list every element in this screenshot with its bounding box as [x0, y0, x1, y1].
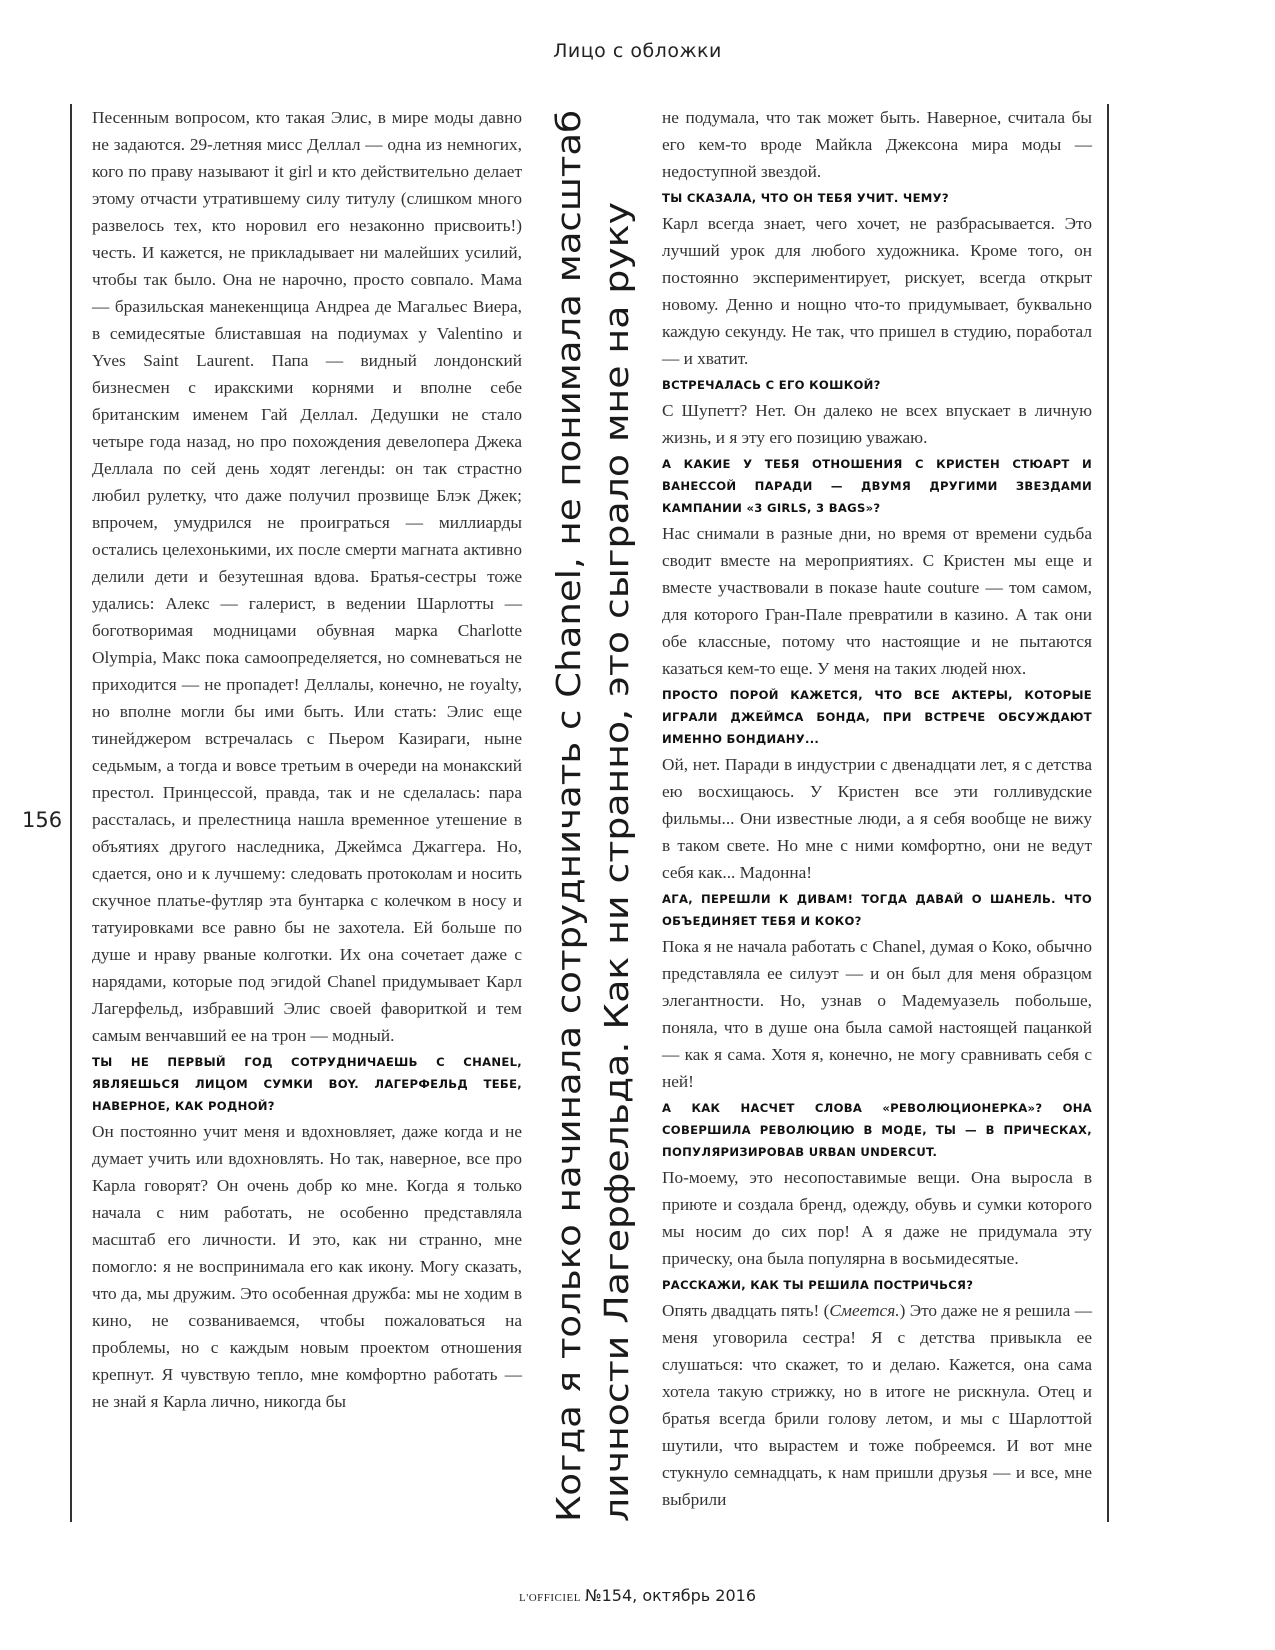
answer-8: [662, 1297, 1092, 1513]
question-8: РАССКАЖИ, КАК ТЫ РЕШИЛА ПОСТРИЧЬСЯ?: [662, 1278, 974, 1292]
question-2: ТЫ СКАЗАЛА, ЧТО ОН ТЕБЯ УЧИТ. ЧЕМУ?: [662, 191, 949, 205]
intro-paragraph: Песенным вопросом, кто такая Элис, в мире моды давно не задаются. 29-летняя мисс Деллал — одна из немногих, кого по праву называют it girl и кто действительно делает этому отчасти утратившему силу титулу (слишком много развелось тех, кто норовил его незаконно присвоить!) честь. И кажется, не прикладывает ни малейших усилий, чтобы так было. Она не нарочно, просто совпало. Мама — бразильская манекенщица Андреа де Магальес Виера, в семидесятые блиставшая на подиумах у Valentino и Yves Saint Laurent. Папа — видный лондонский бизнесмен с иракскими корнями и вполне себе британским именем Гай Деллал. Дедушки не стало четыре года назад, но про похождения девелопера Джека Деллала по сей день ходят легенды: он так страстно любил рулетку, что даже получил прозвище Блэк Джек; впрочем, умудрился не проиграться — миллиарды остались целехонькими, их после смерти магната активно делили дети и безутешная вдова. Братья-сестры тоже удались: Алекс — галерист, в ведении Шарлотты — боготворимая модницами обувная марка Charlotte Olympia, Макс пока самоопределяется, но сомневаться не приходится — не пропадет! Деллалы, конечно, не royalty, но вполне могли бы ими быть. Или стать: Элис еще тинейджером встречалась с Пьером Казираги, ныне седьмым, а тогда и вовсе третьим в очереди на монакский престол. Принцессой, правда, так и не сделалась: пара рассталась, и прелестница нашла временное утешение в объятиях другого наследника, Джеймса Джаггера. Но, сдается, оно и к лучшему: следовать протоколам и носить скучное платье-футляр эта бунтарка с колечком в носу и татуировками все равно бы не захотела. Ей больше по душе и нраву рваные колготки. Их она сочетает даже с нарядами, которые под эгидой Chanel придумывает Карл Лагерфельд, избравший Элис своей фавориткой и тем самым венчавший ее на трон — модный.: [92, 108, 522, 1045]
pull-quote-line-1: Когда я только начинала сотрудничать с Chanel, не понимала масштаб: [549, 266, 588, 1522]
question-7: А КАК НАСЧЕТ СЛОВА «РЕВОЛЮЦИОНЕРКА»? ОНА СОВЕРШИЛА РЕВОЛЮЦИЮ В МОДЕ, ТЫ — В ПРИЧЕСКАХ, ПОПУЛЯРИЗИРОВАВ URBAN UNDERCUT.: [662, 1101, 1092, 1159]
answer-7: По-моему, это несопоставимые вещи. Она выросла в приюте и создала бренд, одежду, обувь и сумки которого мы носим до сих пор! А я даже не придумала эту прическу, она была популярна в восьмидесятые.: [662, 1168, 1092, 1268]
answer-2: Карл всегда знает, чего хочет, не разбрасывается. Это лучший урок для любого художника. Кроме того, он постоянно экспериментирует, рискует, всегда открыт новому. Денно и нощно что-то придумывает, буквально каждую секунду. Не так, что пришел в студию, поработал — и хватит.: [662, 214, 1092, 368]
pull-quote: [532, 104, 657, 1522]
question-4: А КАКИЕ У ТЕБЯ ОТНОШЕНИЯ С КРИСТЕН СТЮАРТ И ВАНЕССОЙ ПАРАДИ — ДВУМЯ ДРУГИМИ ЗВЕЗДАМИ КАМПАНИИ «3 GIRLS, 3 BAGS»?: [662, 457, 1092, 515]
question-6: АГА, ПЕРЕШЛИ К ДИВАМ! ТОГДА ДАВАЙ О ШАНЕЛЬ. ЧТО ОБЪЕДИНЯЕТ ТЕБЯ И КОКО?: [662, 892, 1092, 928]
question-5: ПРОСТО ПОРОЙ КАЖЕТСЯ, ЧТО ВСЕ АКТЕРЫ, КОТОРЫЕ ИГРАЛИ ДЖЕЙМСА БОНДА, ПРИ ВСТРЕЧЕ ОБСУЖДАЮТ ИМЕННО БОНДИАНУ...: [662, 688, 1092, 746]
question-3: ВСТРЕЧАЛАСЬ С ЕГО КОШКОЙ?: [662, 378, 881, 392]
answer-3: С Шупетт? Нет. Он далеко не всех впускает в личную жизнь, и я эту его позицию уважаю.: [662, 401, 1092, 447]
answer-6: Пока я не начала работать с Chanel, думая о Коко, обычно представляла ее силуэт — и он был для меня образцом элегантности. Но, узнав о Мадемуазель побольше, поняла, что в душе она была самой настоящей пацанкой — как я сама. Хотя я, конечно, не могу сравнивать себя с ней!: [662, 937, 1092, 1091]
question-1: ТЫ НЕ ПЕРВЫЙ ГОД СОТРУДНИЧАЕШЬ С CHANEL, ЯВЛЯЕШЬСЯ ЛИЦОМ СУМКИ BOY. ЛАГЕРФЕЛЬД ТЕБЕ, НАВЕРНОЕ, КАК РОДНОЙ?: [92, 1055, 522, 1113]
pull-quote-line-2: личности Лагерфельда. Как ни странно, это сыграло мне на руку: [597, 369, 636, 1522]
magazine-logo: L'OFFICIEL: [519, 1592, 581, 1604]
answer-1-continued: не подумала, что так может быть. Наверное, считала бы его кем-то вроде Майкла Джексона мира моды — недоступной звездой.: [662, 108, 1092, 181]
page-number: 156: [22, 808, 63, 832]
issue-info: №154, октябрь 2016: [584, 1586, 756, 1605]
answer-8-end: ) Это даже не я решила — меня уговорила сестра! Я с детства привыкла ее слушаться: что скажет, то и делаю. Кажется, она сама хотела такую стрижку, но в итоге не рискнула. Отец и братья всегда брили голову летом, и мы с Шарлоттой шутили, что вырастем и тоже побреемся. И вот мне стукнуло семнадцать, к нам пришли друзья — и все, мне выбрили: [662, 1301, 1092, 1509]
answer-5: Ой, нет. Паради в индустрии с двенадцати лет, я с детства ею восхищаюсь. У Кристен все эти голливудские фильмы... Они известные люди, а я себя вообще не вижу в таком свете. Но мне с ними комфортно, они не ведут себя как... Мадонна!: [662, 755, 1092, 882]
answer-4: Нас снимали в разные дни, но время от времени судьба сводит вместе на мероприятиях. С Кристен мы еще и вместе участвовали в показе haute couture — том самом, для которого Гран-Пале превратили в казино. А так они обе классные, потому что настоящие и не пытаются казаться кем-то еще. У меня на таких людей нюх.: [662, 524, 1092, 678]
right-column: [662, 104, 1092, 1513]
left-column-rule: [70, 104, 72, 1522]
right-column-rule: [1107, 104, 1109, 1522]
answer-8-remark: Смеется.: [829, 1301, 900, 1320]
left-column: [92, 104, 522, 1415]
answer-1: Он постоянно учит меня и вдохновляет, даже когда и не думает учить или вдохновлять. Но так, наверное, все про Карла говорят? Он очень добр ко мне. Когда я только начала с ним работать, не особенно представляла масштаб его личности. И это, как ни странно, мне помогло: я не воспринимала его как икону. Могу сказать, что да, мы дружим. Это особенная дружба: мы не ходим в кино, не созваниваемся, чтобы пожаловаться на проблемы, но с каждым новым проектом отношения крепнут. Я чувствую тепло, мне комфортно работать — не знай я Карла лично, никогда бы: [92, 1122, 522, 1411]
section-title: Лицо с обложки: [553, 40, 722, 62]
footer: [0, 1586, 1275, 1605]
answer-8-start: Опять двадцать пять! (: [662, 1301, 830, 1320]
